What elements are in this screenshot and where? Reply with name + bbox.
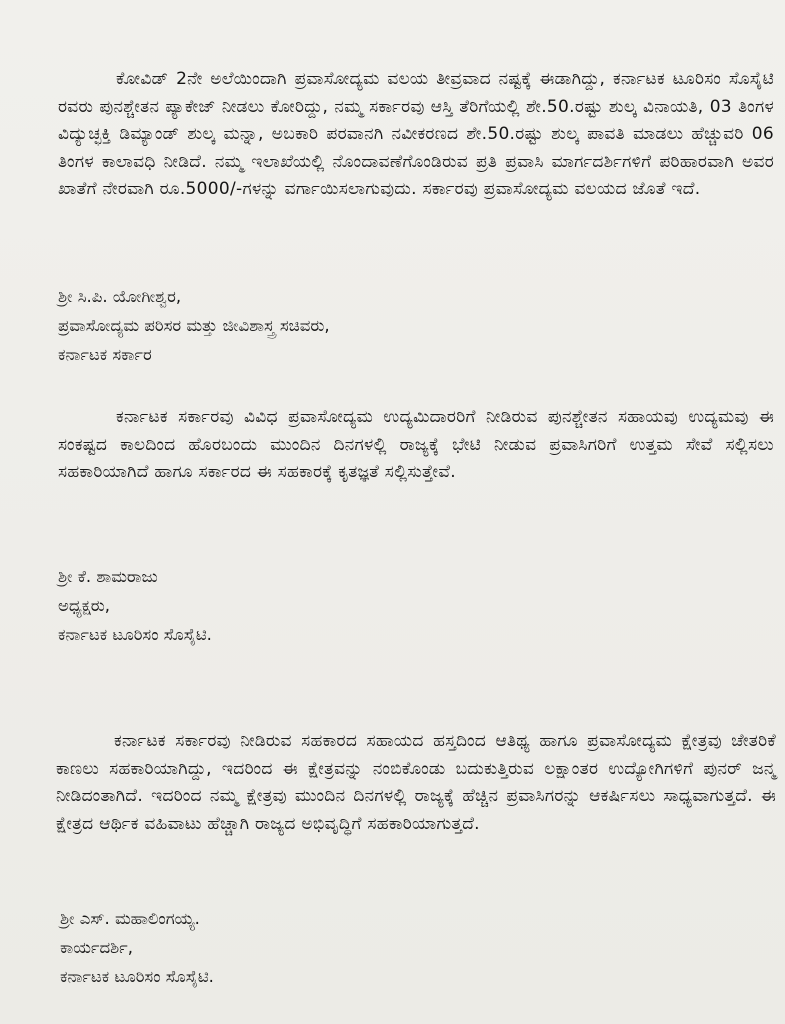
statement-3-paragraph: ಕರ್ನಾಟಕ ಸರ್ಕಾರವು ನೀಡಿರುವ ಸಹಕಾರದ ಸಹಾಯದ ಹಸ್ತದಿಂದ ಆತಿಥ್ಯ ಹಾಗೂ ಪ್ರವಾಸೋದ್ಯಮ ಕ್ಷೇತ್ರವು ಚೇತರಿಕೆ ಕಾಣಲು ಸಹಕಾರಿಯಾಗಿದ್ದು, ಇದರಿಂದ ಈ ಕ್ಷೇತ್ರವನ್ನು ನಂಬಿಕೊಂಡು ಬದುಕುತ್ತಿರುವ ಲಕ್ಷಾಂತರ ಉದ್ಯೋಗಿಗಳಿಗೆ ಪುನರ್ ಜನ್ಮ ನೀಡಿದಂತಾಗಿದೆ. ಇದರಿಂದ ನಮ್ಮ ಕ್ಷೇತ್ರವು ಮುಂದಿನ ದಿನಗಳಲ್ಲಿ ರಾಜ್ಯಕ್ಕೆ ಹೆಚ್ಚಿನ ಪ್ರವಾಸಿಗರನ್ನು ಆಕರ್ಷಿಸಲು ಸಾಧ್ಯವಾಗುತ್ತದೆ. ಈ ಕ್ಷೇತ್ರದ ಆರ್ಥಿಕ ವಹಿವಾಟು ಹೆಚ್ಚಾಗಿ ರಾಜ್ಯದ ಅಭಿವೃದ್ಧಿಗೆ ಸಹಕಾರಿಯಾಗುತ್ತದೆ.: [56, 731, 776, 834]
statement-3-signature: [60, 904, 214, 991]
statement-2-name: ಶ್ರೀ ಕೆ. ಶಾಮರಾಜು: [58, 567, 158, 586]
statement-1-name: ಶ್ರೀ ಸಿ.ಪಿ. ಯೋಗೀಶ್ವರ,: [58, 287, 182, 306]
statement-2-paragraph: ಕರ್ನಾಟಕ ಸರ್ಕಾರವು ವಿವಿಧ ಪ್ರವಾಸೋದ್ಯಮ ಉದ್ಯಮಿದಾರರಿಗೆ ನೀಡಿರುವ ಪುನಶ್ಚೇತನ ಸಹಾಯವು ಉದ್ಯಮವು ಈ ಸಂಕಷ್ಟದ ಕಾಲದಿಂದ ಹೊರಬಂದು ಮುಂದಿನ ದಿನಗಳಲ್ಲಿ ರಾಜ್ಯಕ್ಕೆ ಭೇಟಿ ನೀಡುವ ಪ್ರವಾಸಿಗರಿಗೆ ಉತ್ತಮ ಸೇವೆ ಸಲ್ಲಿಸಲು ಸಹಕಾರಿಯಾಗಿದೆ ಹಾಗೂ ಸರ್ಕಾರದ ಈ ಸಹಕಾರಕ್ಕೆ ಕೃತಜ್ಞತೆ ಸಲ್ಲಿಸುತ್ತೇವೆ.: [58, 407, 774, 482]
statement-1-designation: ಪ್ರವಾಸೋದ್ಯಮ ಪರಿಸರ ಮತ್ತು ಜೀವಿಶಾಸ್ತ್ರ ಸಚಿವರು,: [58, 316, 330, 335]
statement-1-paragraph: ಕೋವಿಡ್ 2ನೇ ಅಲೆಯಿಂದಾಗಿ ಪ್ರವಾಸೋದ್ಯಮ ವಲಯ ತೀವ್ರವಾದ ನಷ್ಟಕ್ಕೆ ಈಡಾಗಿದ್ದು, ಕರ್ನಾಟಕ ಟೂರಿಸಂ ಸೊಸೈಟಿ ರವರು ಪುನಶ್ಚೇತನ ಪ್ಯಾಕೇಜ್ ನೀಡಲು ಕೋರಿದ್ದು, ನಮ್ಮ ಸರ್ಕಾರವು ಆಸ್ತಿ ತೆರಿಗೆಯಲ್ಲಿ ಶೇ.50.ರಷ್ಟು ಶುಲ್ಕ ವಿನಾಯತಿ, 03 ತಿಂಗಳ ವಿದ್ಯುಚ್ಛಕ್ತಿ ಡಿಮ್ಯಾಂಡ್ ಶುಲ್ಕ ಮನ್ನಾ, ಅಬಕಾರಿ ಪರವಾನಗಿ ನವೀಕರಣದ ಶೇ.50.ರಷ್ಟು ಶುಲ್ಕ ಪಾವತಿ ಮಾಡಲು ಹೆಚ್ಚುವರಿ 06 ತಿಂಗಳ ಕಾಲಾವಧಿ ನೀಡಿದೆ. ನಮ್ಮ ಇಲಾಖೆಯಲ್ಲಿ ನೊಂದಾವಣೆಗೊಂಡಿರುವ ಪ್ರತಿ ಪ್ರವಾಸಿ ಮಾರ್ಗದರ್ಶಿಗಳಿಗೆ ಪರಿಹಾರವಾಗಿ ಅವರ ಖಾತೆಗೆ ನೇರವಾಗಿ ರೂ.5000/-ಗಳನ್ನು ವರ್ಗಾಯಿಸಲಾಗುವುದು. ಸರ್ಕಾರವು ಪ್ರವಾಸೋದ್ಯಮ ವಲಯದ ಜೊತೆ ಇದೆ.: [58, 69, 774, 199]
statement-3-name: ಶ್ರೀ ಎಸ್. ಮಹಾಲಿಂಗಯ್ಯ.: [60, 909, 200, 928]
statement-2-organization: ಕರ್ನಾಟಕ ಟೂರಿಸಂ ಸೊಸೈಟಿ.: [58, 625, 212, 644]
statement-3-designation: ಕಾರ್ಯದರ್ಶಿ,: [60, 938, 133, 957]
statement-3-organization: ಕರ್ನಾಟಕ ಟೂರಿಸಂ ಸೊಸೈಟಿ.: [60, 967, 214, 986]
statement-1-organization: ಕರ್ನಾಟಕ ಸರ್ಕಾರ: [58, 345, 152, 364]
statement-1-signature: [58, 282, 330, 369]
statement-2-designation: ಅಧ್ಯಕ್ಷರು,: [58, 596, 110, 615]
statement-2-signature: [58, 562, 212, 649]
